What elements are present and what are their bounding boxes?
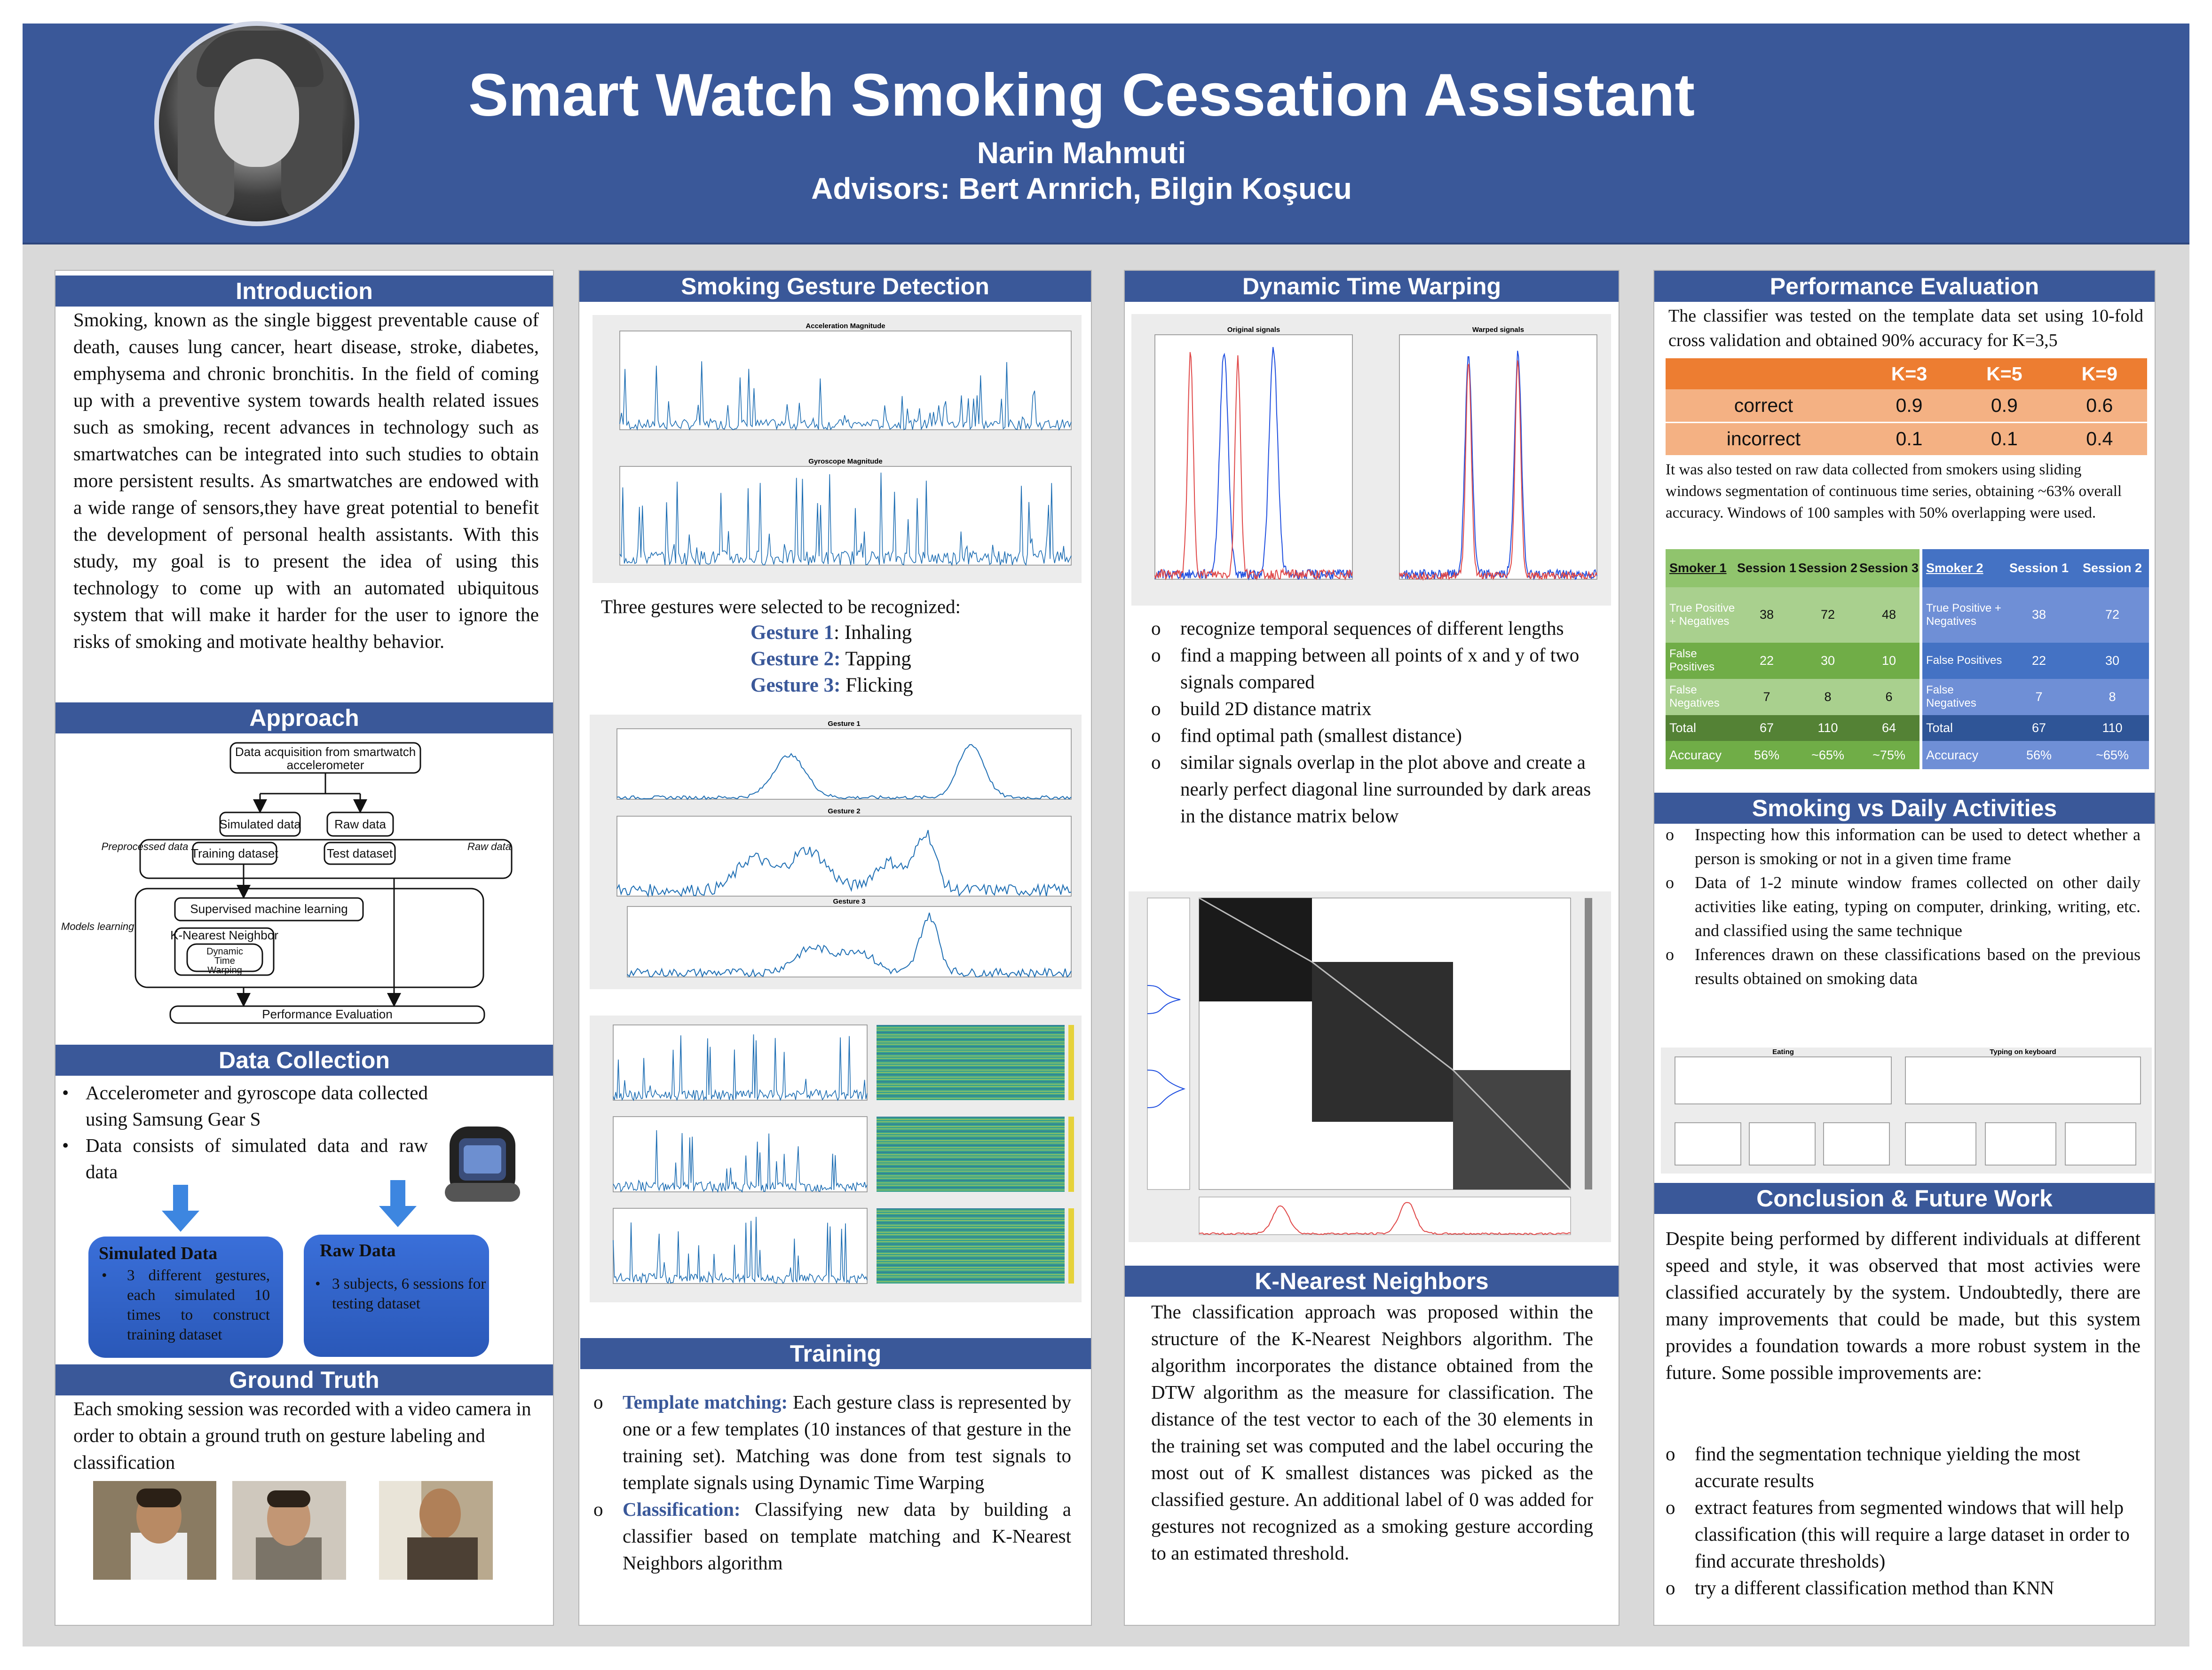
daily-bullet-3: o Inferences drawn on these classifications based on the previous results obtained on smoking data — [1666, 943, 2141, 991]
spec-colorbar-2 — [1068, 1208, 1074, 1284]
spec-band-2-6 — [877, 1222, 1065, 1223]
spec-time-1-axes — [613, 1117, 867, 1192]
spec-band-1-10 — [877, 1140, 1065, 1141]
spec-band-0-2 — [877, 1030, 1065, 1031]
spec-band-0-23 — [877, 1079, 1065, 1080]
flow-rawlbl: Raw data — [467, 841, 511, 852]
typing-plot-axes — [1905, 1057, 2141, 1104]
knn-header: K-Nearest Neighbors — [1125, 1266, 1619, 1297]
spec-band-0-18 — [877, 1067, 1065, 1068]
spec-band-0-21 — [877, 1074, 1065, 1075]
spec-band-0-17 — [877, 1065, 1065, 1066]
smoker-1-table: Smoker 1 Session 1 Session 2 Session 3 True Positive + Negatives 38 72 48 False Positives 22 30 10 False Negatives 7 8 6 Total 67 110 64 Accuracy 56% ~65% ~75% — [1666, 549, 1920, 769]
spec-band-2-27 — [877, 1272, 1065, 1273]
arrow-down-icon — [379, 1180, 417, 1227]
conclusion-bullets — [1666, 1441, 2141, 1601]
arrow-down-icon — [162, 1185, 199, 1232]
spec-band-1-15 — [877, 1152, 1065, 1153]
advisors: Advisors: Bert Arnrich, Bilgin Koşucu — [811, 172, 1352, 205]
flow-training: Training dataset — [191, 846, 278, 860]
spec-band-2-16 — [877, 1246, 1065, 1247]
gesture-item-2: Gesture 2: Tapping — [750, 648, 911, 670]
spec-band-1-24 — [877, 1173, 1065, 1174]
gesture-item-3: Gesture 3: Flicking — [750, 674, 913, 696]
gyro-plot-axes — [620, 466, 1071, 565]
flow-models: Models learning — [61, 921, 134, 932]
flow-dtw-1: Dynamic — [206, 946, 243, 957]
spec-band-2-7 — [877, 1225, 1065, 1226]
spec-band-2-18 — [877, 1251, 1065, 1252]
author-portrait — [154, 21, 359, 226]
dtw-bullet-4: o find optimal path (smallest distance) — [1151, 722, 1602, 749]
spec-band-0-22 — [877, 1077, 1065, 1078]
conclusion-bullet-2: o extract features from segmented windows that will help classification (this will require a large dataset in order to find accurate thresholds) — [1666, 1494, 2141, 1575]
spec-band-2-9 — [877, 1229, 1065, 1230]
ground-truth-header: Ground Truth — [55, 1364, 553, 1395]
acc-plot-axes — [620, 331, 1071, 430]
gesture-list — [750, 620, 913, 699]
spec-band-1-11 — [877, 1142, 1065, 1143]
spec-band-0-11 — [877, 1051, 1065, 1052]
spec-time-0-axes — [613, 1025, 867, 1100]
spec-band-0-26 — [877, 1086, 1065, 1087]
dtw-warped-plot-axes — [1399, 335, 1597, 579]
spec-band-0-10 — [877, 1048, 1065, 1049]
spec-band-1-20 — [877, 1164, 1065, 1165]
spec-band-2-19 — [877, 1253, 1065, 1254]
spec-band-1-28 — [877, 1182, 1065, 1183]
matrix-bottom-signal-axes — [1199, 1197, 1571, 1235]
spec-colorbar-0 — [1068, 1025, 1074, 1100]
typing-gesture-2-axes — [2065, 1123, 2136, 1165]
ground-truth-photo-2 — [232, 1481, 346, 1580]
spec-band-1-18 — [877, 1159, 1065, 1160]
spec-band-1-19 — [877, 1161, 1065, 1162]
spec-band-1-1 — [877, 1119, 1065, 1120]
performance-text-1: The classifier was tested on the template data set using 10-fold cross validation and obtained 90% accuracy for K=3,5 — [1668, 306, 2143, 350]
spec-band-2-30 — [877, 1279, 1065, 1280]
raw-data-title: Raw Data — [320, 1241, 396, 1260]
raw-data-box — [304, 1235, 489, 1357]
dtw-distance-matrix — [1129, 891, 1611, 1242]
column-2 — [578, 270, 1092, 1626]
column-3 — [1124, 270, 1620, 1626]
eating-gesture-1-axes — [1749, 1123, 1815, 1165]
spec-band-2-31 — [877, 1281, 1065, 1282]
spec-band-0-1 — [877, 1027, 1065, 1028]
poster-title: Smart Watch Smoking Cessation Assistant — [468, 62, 1695, 129]
dtw-bullet-5: o similar signals overlap in the plot above and create a nearly perfect diagonal line surrounded by dark areas in the distance matrix below — [1151, 749, 1602, 829]
ground-truth-text: Each smoking session was recorded with a video camera in order to obtain a ground truth on gesture labeling and classification — [73, 1398, 531, 1473]
spec-band-2-14 — [877, 1241, 1065, 1242]
dtw-warped-plot-title: Warped signals — [1472, 326, 1525, 334]
spec-band-0-12 — [877, 1053, 1065, 1054]
flow-preprocessed: Preprocessed data — [101, 841, 189, 852]
gesture2-plot-title: Gesture 2 — [828, 807, 861, 815]
spec-band-1-3 — [877, 1124, 1065, 1125]
spec-band-0-20 — [877, 1072, 1065, 1073]
k-accuracy-table: K=3 K=5 K=9 correct 0.9 0.9 0.6 incorrect 0.1 0.1 0.4 — [1666, 358, 2147, 455]
column-1 — [55, 270, 554, 1626]
daily-bullet-1: o Inspecting how this information can be used to detect whether a person is smoking or not in a given time frame — [1666, 823, 2141, 871]
training-item-2: o Classification: Classifying new data by building a classifier based on template matching and K-Nearest Neighbors algorithm — [593, 1496, 1071, 1576]
daily-bullets — [1666, 823, 2141, 991]
spec-band-1-26 — [877, 1178, 1065, 1179]
spec-band-0-30 — [877, 1095, 1065, 1096]
spec-band-1-6 — [877, 1131, 1065, 1132]
raw-item-text: 3 subjects, 6 sessions for testing dataset — [332, 1276, 486, 1312]
spec-band-1-9 — [877, 1138, 1065, 1139]
flow-dtw-2: Time — [214, 956, 235, 966]
spec-band-2-24 — [877, 1265, 1065, 1266]
daily-bullet-2: o Data of 1-2 minute window frames collected on other daily activities like eating, typing on computer, drinking, writing, etc. and classified using the same technique — [1666, 871, 2141, 943]
flow-raw: Raw data — [334, 817, 386, 831]
spec-band-0-4 — [877, 1034, 1065, 1035]
gesture2-plot-axes — [617, 816, 1071, 896]
spec-band-0-15 — [877, 1060, 1065, 1061]
flow-acq-line1: Data acquisition from smartwatch — [235, 745, 416, 759]
gesture3-plot-title: Gesture 3 — [833, 898, 866, 906]
flow-knn: K-Nearest Neighbor — [170, 928, 278, 942]
gesture-intro: Three gestures were selected to be recognized: — [601, 596, 961, 617]
spec-band-2-4 — [877, 1218, 1065, 1219]
gesture-detection-header: Smoking Gesture Detection — [579, 271, 1091, 302]
raw-data-item: • 3 subjects, 6 sessions for testing dataset — [315, 1276, 486, 1312]
author-name: Narin Mahmuti — [977, 136, 1186, 170]
gesture-spectrogram-figure — [590, 1016, 1082, 1302]
typing-gesture-0-axes — [1905, 1123, 1976, 1165]
spec-band-2-25 — [877, 1267, 1065, 1268]
performance-text-2: It was also tested on raw data collected from smokers using sliding windows segmentation of continuous time series, obtaining ~63% overall accuracy. Windows of 100 samples with 50% overlapping were used. — [1666, 461, 2122, 521]
spec-band-1-7 — [877, 1133, 1065, 1134]
spec-band-2-8 — [877, 1227, 1065, 1228]
dtw-original-plot-title: Original signals — [1227, 326, 1280, 334]
ground-truth-photo-3 — [379, 1481, 493, 1580]
spec-band-0-24 — [877, 1081, 1065, 1082]
spec-band-2-29 — [877, 1276, 1065, 1277]
spec-band-2-11 — [877, 1234, 1065, 1235]
spec-band-1-23 — [877, 1171, 1065, 1172]
conclusion-text: Despite being performed by different individuals at different speed and style, it was observed that most activies were classified accurately by the system. Undoubtedly, there are many improvements that could be made, but this system provides a foundation towards a more robust system in the future. Some possible improvements are: — [1666, 1228, 2141, 1383]
spec-band-0-3 — [877, 1032, 1065, 1033]
matrix-colorbar — [1585, 898, 1592, 1189]
dc-bullet-1: • Accelerometer and gyroscope data collected using Samsung Gear S — [62, 1079, 428, 1132]
gesture1-plot-title: Gesture 1 — [828, 720, 861, 728]
spec-band-0-6 — [877, 1039, 1065, 1040]
smartwatch-image — [435, 1117, 529, 1211]
ground-truth-photo-1 — [93, 1481, 216, 1580]
spec-colorbar-1 — [1068, 1117, 1074, 1192]
spec-band-0-7 — [877, 1041, 1065, 1042]
training-header: Training — [580, 1338, 1091, 1369]
spec-band-1-2 — [877, 1121, 1065, 1122]
spec-band-0-25 — [877, 1084, 1065, 1085]
training-list — [593, 1389, 1071, 1576]
conclusion-bullet-3: o try a different classification method than KNN — [1666, 1575, 2141, 1601]
spec-band-1-22 — [877, 1168, 1065, 1169]
spec-band-1-0 — [877, 1117, 1065, 1118]
spec-band-0-28 — [877, 1091, 1065, 1092]
knn-text: The classification approach was proposed within the structure of the K-Nearest Neighbors algorithm. The algorithm incorporates the distance obtained from the DTW algorithm as the measure for classification. The distance of the test vector to each of the 30 elements in the training set was computed and the label occuring the most out of K smallest distances was picked as the classified gesture. An additional label of 0 was added for gestures not recognized as a smoking gesture according to an estimated threshold. — [1151, 1301, 1593, 1564]
dtw-bullet-1: o recognize temporal sequences of different lengths — [1151, 615, 1602, 642]
data-collection-bullets — [62, 1079, 428, 1185]
dtw-bullets — [1151, 615, 1602, 829]
approach-header: Approach — [55, 702, 553, 733]
conclusion-bullet-1: o find the segmentation technique yielding the most accurate results — [1666, 1441, 2141, 1494]
dtw-signal-plots — [1131, 314, 1611, 606]
dc-bullet-2: • Data consists of simulated data and raw data — [62, 1132, 428, 1185]
training-item-1: o Template matching: Each gesture class is represented by one or a few templates (10 instances of that gesture in the training set). Matching was done from test signals to template signals using Dynamic Time Warping — [593, 1389, 1071, 1496]
simulated-data-item: • 3 different gestures, each simulated 10 times to construct training dataset — [102, 1267, 270, 1343]
typing-plot-title: Typing on keyboard — [1990, 1048, 2056, 1056]
spec-band-1-29 — [877, 1185, 1065, 1186]
spec-band-1-13 — [877, 1147, 1065, 1148]
dtw-bullet-3: o build 2D distance matrix — [1151, 695, 1602, 722]
spec-band-0-19 — [877, 1070, 1065, 1071]
simulated-data-title: Simulated Data — [99, 1244, 218, 1263]
spec-band-2-20 — [877, 1255, 1065, 1256]
spec-band-1-16 — [877, 1154, 1065, 1155]
spec-band-0-27 — [877, 1088, 1065, 1089]
simulated-data-box — [88, 1237, 283, 1358]
spec-band-0-14 — [877, 1058, 1065, 1059]
spec-band-0-0 — [877, 1025, 1065, 1026]
dtw-header: Dynamic Time Warping — [1125, 271, 1619, 302]
spec-band-2-3 — [877, 1215, 1065, 1216]
approach-flowchart — [55, 733, 555, 1039]
data-collection-header: Data Collection — [55, 1045, 553, 1076]
spec-band-1-17 — [877, 1157, 1065, 1158]
matrix-block-1 — [1312, 962, 1453, 1122]
eating-gesture-2-axes — [1824, 1123, 1889, 1165]
eating-plot-axes — [1675, 1057, 1891, 1104]
spec-band-2-15 — [877, 1244, 1065, 1245]
spec-band-1-5 — [877, 1128, 1065, 1129]
spec-band-0-8 — [877, 1044, 1065, 1045]
flow-test: Test dataset — [326, 846, 393, 860]
spec-band-1-30 — [877, 1187, 1065, 1188]
flow-dtw-3: Warping — [207, 965, 242, 976]
spec-band-2-28 — [877, 1274, 1065, 1275]
smoker-2-table: Smoker 2 Session 1 Session 2 True Positive + Negatives 38 72 False Positives 22 30 False Negatives 7 8 Total 67 110 Accuracy 56% ~65% — [1922, 549, 2149, 769]
introduction-header: Introduction — [55, 276, 553, 307]
spec-band-2-2 — [877, 1213, 1065, 1214]
introduction-text: Smoking, known as the single biggest preventable cause of death, causes lung cancer, heart disease, stroke, diabetes, emphysema and chronic bronchitis. In the field of coming up with a preventive system towards health related issues such as smoking, recent advances in technology such as smartwatches can be integrated into such studies to obtain more persistent results. As smartwatches are endowed with a wide range of sensors,they have great potential to benefit the development of personal health assistants. With this study, my goal is to present the idea of using this technology to come up with an automated ubiquitous system that will make it harder for the user to ignore the risks of smoking and motivate healthy behavior. — [73, 309, 539, 652]
spec-band-1-4 — [877, 1126, 1065, 1127]
spec-band-2-26 — [877, 1269, 1065, 1270]
spec-band-0-29 — [877, 1093, 1065, 1094]
conclusion-header: Conclusion & Future Work — [1654, 1183, 2155, 1214]
spec-band-1-31 — [877, 1189, 1065, 1190]
sim-item-text: 3 different gestures, each simulated 10 times to construct training dataset — [127, 1267, 270, 1343]
spec-band-1-25 — [877, 1175, 1065, 1176]
matrix-left-signal-axes — [1147, 898, 1190, 1189]
spec-band-2-23 — [877, 1262, 1065, 1263]
spec-band-2-0 — [877, 1208, 1065, 1209]
spec-band-0-31 — [877, 1098, 1065, 1099]
flow-perf: Performance Evaluation — [262, 1007, 393, 1021]
gesture1-plot-axes — [617, 729, 1071, 799]
gesture3-plot-axes — [627, 906, 1071, 977]
spec-band-2-1 — [877, 1211, 1065, 1212]
flow-sml: Supervised machine learning — [190, 902, 348, 916]
spec-band-2-21 — [877, 1258, 1065, 1259]
flow-simulated: Simulated data — [219, 817, 301, 831]
spec-band-2-22 — [877, 1260, 1065, 1261]
acc-plot-title: Acceleration Magnitude — [806, 322, 885, 330]
sensor-magnitude-figure — [592, 315, 1082, 583]
matrix-block-0 — [1199, 898, 1312, 1001]
eating-plot-title: Eating — [1772, 1048, 1794, 1056]
flow-acq-line2: accelerometer — [286, 758, 364, 772]
gyro-plot-title: Gyroscope Magnitude — [808, 457, 883, 465]
dtw-bullet-2: o find a mapping between all points of x and y of two signals compared — [1151, 642, 1602, 695]
spec-band-1-27 — [877, 1180, 1065, 1181]
spec-band-2-10 — [877, 1232, 1065, 1233]
spec-band-2-5 — [877, 1220, 1065, 1221]
spec-band-1-8 — [877, 1135, 1065, 1136]
column-4 — [1653, 270, 2156, 1626]
spec-band-1-21 — [877, 1166, 1065, 1167]
gesture-item-1: Gesture 1: Inhaling — [750, 622, 912, 644]
typing-gesture-1-axes — [1985, 1123, 2056, 1165]
daily-activities-figure — [1661, 1048, 2152, 1174]
daily-activities-header: Smoking vs Daily Activities — [1654, 793, 2155, 824]
spec-band-0-5 — [877, 1037, 1065, 1038]
spec-band-1-12 — [877, 1145, 1065, 1146]
eating-gesture-0-axes — [1675, 1123, 1741, 1165]
performance-header: Performance Evaluation — [1654, 271, 2155, 302]
spec-band-2-17 — [877, 1248, 1065, 1249]
gesture-templates-figure — [590, 715, 1082, 989]
spec-band-2-13 — [877, 1239, 1065, 1240]
spec-band-0-9 — [877, 1046, 1065, 1047]
